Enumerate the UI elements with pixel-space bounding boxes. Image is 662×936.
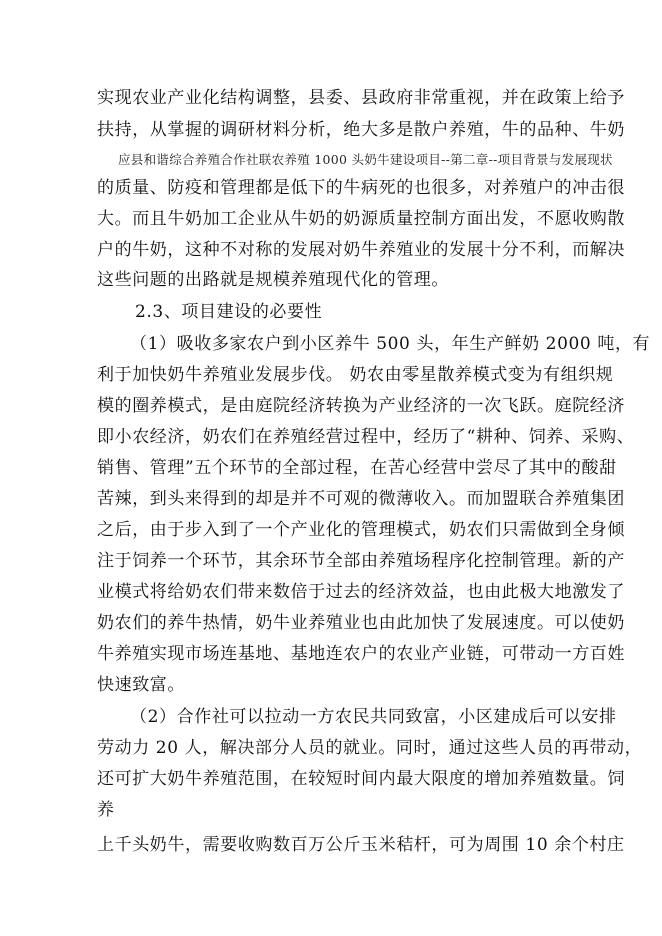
body-line: （2）合作社可以拉动一方农民共同致富，小区建成后可以安排 bbox=[130, 707, 617, 727]
running-header: 应县和谐综合养殖合作社联农养殖 1000 头奶牛建设项目--第二章--项目背景与发展现状 bbox=[118, 152, 613, 167]
body-line: 牛养殖实现市场连基地、基地连农户的农业产业链，可带动一方百姓 bbox=[97, 644, 625, 664]
body-line: 上千头奶牛，需要收购数百万公斤玉米秸杆，可为周围 10 余个村庄 bbox=[97, 835, 625, 855]
body-line: （1）吸收多家农户到小区养牛 500 头，年生产鲜奶 2000 吨，有 bbox=[130, 334, 651, 354]
body-line: 业模式将给奶农们带来数倍于过去的经济效益，也由此极大地激发了 bbox=[97, 582, 625, 602]
body-line: 注于饲养一个环节，其余环节全部由养殖场程序化控制管理。新的产 bbox=[97, 551, 625, 571]
body-line: 还可扩大奶牛养殖范围，在较短时间内最大限度的增加养殖数量。饲 bbox=[97, 769, 625, 789]
body-line: 苦辣，到头来得到的却是并不可观的微薄收入。而加盟联合养殖集团 bbox=[97, 489, 625, 509]
body-line: 大。而且牛奶加工企业从牛奶的奶源质量控制方面出发，不愿收购散 bbox=[97, 209, 625, 229]
body-line: 养 bbox=[97, 800, 115, 820]
body-line: 的质量、防疫和管理都是低下的牛病死的也很多，对养殖户的冲击很 bbox=[97, 178, 625, 198]
body-line: 模的圈养模式，是由庭院经济转换为产业经济的一次飞跃。庭院经济 bbox=[97, 396, 625, 416]
section-heading: 2.3、项目建设的必要性 bbox=[135, 302, 323, 322]
body-line: 利于加快奶牛养殖业发展步伐。 奶农由零星散养模式变为有组织规 bbox=[97, 365, 614, 385]
body-line: 快速致富。 bbox=[97, 675, 185, 695]
body-line: 之后，由于步入到了一个产业化的管理模式，奶农们只需做到全身倾 bbox=[97, 520, 625, 540]
body-line: 销售、管理”五个环节的全部过程，在苦心经营中尝尽了其中的酸甜 bbox=[97, 458, 617, 478]
body-line: 劳动力 20 人，解决部分人员的就业。同时，通过这些人员的再带动， bbox=[97, 738, 643, 758]
body-line: 实现农业产业化结构调整，县委、县政府非常重视，并在政策上给予 bbox=[97, 88, 625, 108]
body-line: 扶持，从掌握的调研材料分析，绝大多是散户养殖，牛的品种、牛奶 bbox=[97, 120, 625, 140]
body-line: 奶农们的养牛热情，奶牛业养殖业也由此加快了发展速度。可以使奶 bbox=[97, 613, 625, 633]
body-line: 户的牛奶，这种不对称的发展对奶牛养殖业的发展十分不利，而解决 bbox=[97, 240, 625, 260]
body-line: 即小农经济，奶农们在养殖经营过程中，经历了“耕种、饲养、采购、 bbox=[97, 427, 635, 447]
body-line: 这些问题的出路就是规模养殖现代化的管理。 bbox=[97, 270, 449, 290]
